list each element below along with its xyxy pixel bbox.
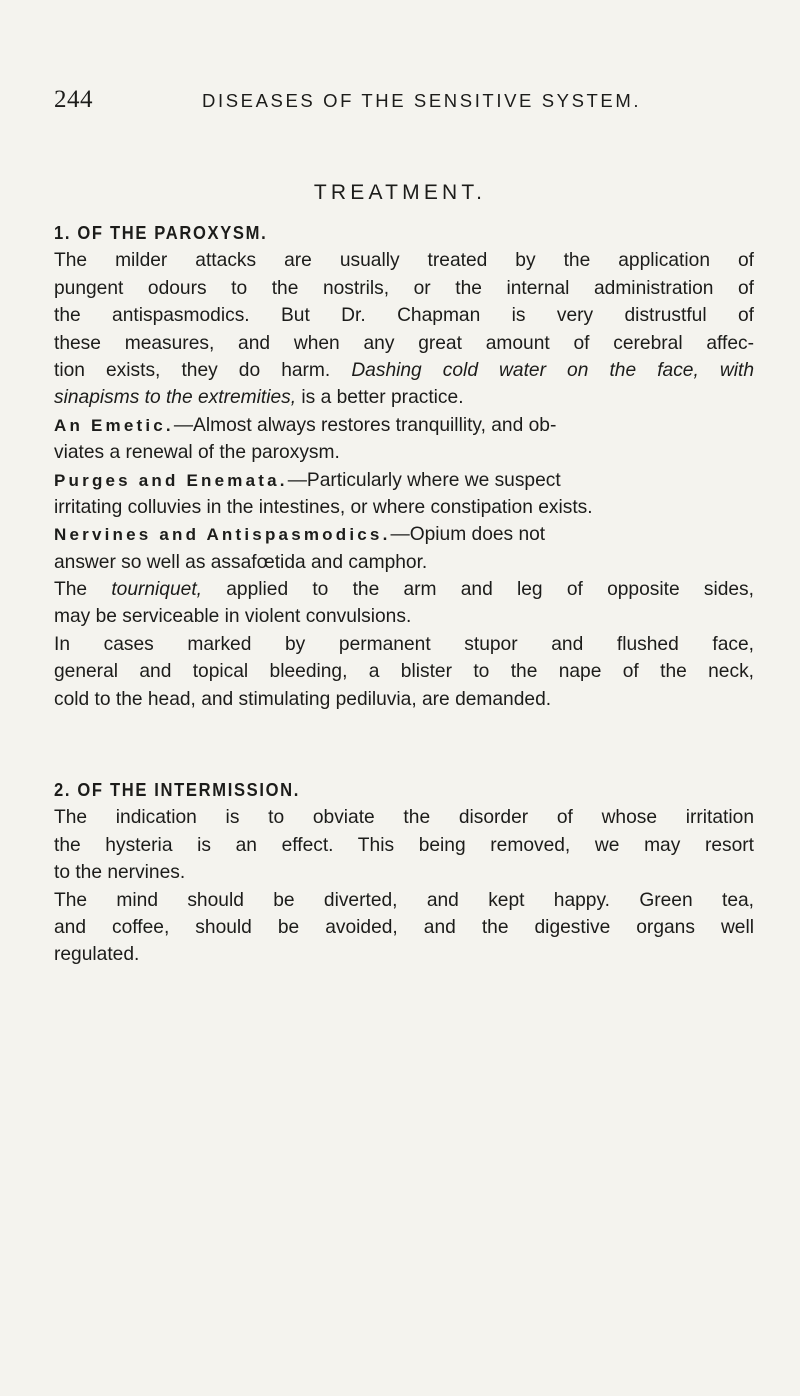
paroxysm-section xyxy=(54,220,754,713)
text-line xyxy=(54,357,754,384)
term-purges: Purges and Enemata. xyxy=(54,470,288,490)
text-run: —Particularly where we suspect xyxy=(287,469,561,491)
italic-run: sinapisms to the extremities, xyxy=(54,387,297,409)
page-number: 244 xyxy=(54,86,93,113)
text-line: pungent odours to the nostrils, or the internal administration of xyxy=(54,277,754,299)
italic-run: Dashing cold water on the face, with xyxy=(351,359,754,381)
text-line: The mind should be diverted, and kept happy. Green tea, xyxy=(54,889,754,911)
intermission-section xyxy=(54,777,754,969)
text-line: these measures, and when any great amount of cerebral affec- xyxy=(54,332,754,354)
running-title: DISEASES OF THE SENSITIVE SYSTEM. xyxy=(202,90,642,111)
text-line: cold to the head, and stimulating pediluvia, are demanded. xyxy=(54,688,552,710)
text-line: answer so well as assafœtida and camphor. xyxy=(54,551,428,573)
text-line: The indication is to obviate the disorder of whose irritation xyxy=(54,807,754,829)
text-line: may be serviceable in violent convulsions. xyxy=(54,606,412,628)
term-nervines: Nervines and Antispasmodics. xyxy=(54,525,391,545)
term-emetic: An Emetic. xyxy=(54,415,174,435)
text-run: applied to the arm and leg of opposite sides, xyxy=(226,579,754,601)
text-line xyxy=(54,384,754,411)
text-line: In cases marked by permanent stupor and flushed face, xyxy=(54,633,754,655)
intermission-heading: 2. OF THE INTERMISSION. xyxy=(54,780,301,800)
text-line: regulated. xyxy=(54,944,140,966)
text-line: the antispasmodics. But Dr. Chapman is very distrustful of xyxy=(54,305,754,327)
running-head xyxy=(54,86,754,120)
text-line: the hysteria is an effect. This being removed, we may resort xyxy=(54,834,754,856)
italic-run: tourniquet, xyxy=(111,579,202,601)
text-line xyxy=(54,576,754,603)
text-line: The milder attacks are usually treated by the application of xyxy=(54,250,754,272)
text-line xyxy=(54,412,754,439)
text-run: The xyxy=(54,579,88,601)
section-heading: TREATMENT. xyxy=(313,181,487,204)
paroxysm-heading: 1. OF THE PAROXYSM. xyxy=(54,223,268,243)
text-line xyxy=(54,467,754,494)
text-line xyxy=(54,521,754,548)
text-line: viates a renewal of the paroxysm. xyxy=(54,442,340,464)
text-run: —Opium does not xyxy=(390,524,546,546)
text-run: tion exists, they do harm. xyxy=(54,359,331,381)
text-line: irritating colluvies in the intestines, or where constipation exists. xyxy=(54,496,593,518)
text-run: is a better practice. xyxy=(301,387,464,409)
text-line: and coffee, should be avoided, and the digestive organs well xyxy=(54,916,754,938)
text-line: to the nervines. xyxy=(54,862,186,884)
text-run: —Almost always restores tranquillity, and ob- xyxy=(173,414,557,436)
text-line: general and topical bleeding, a blister to the nape of the neck, xyxy=(54,661,754,683)
